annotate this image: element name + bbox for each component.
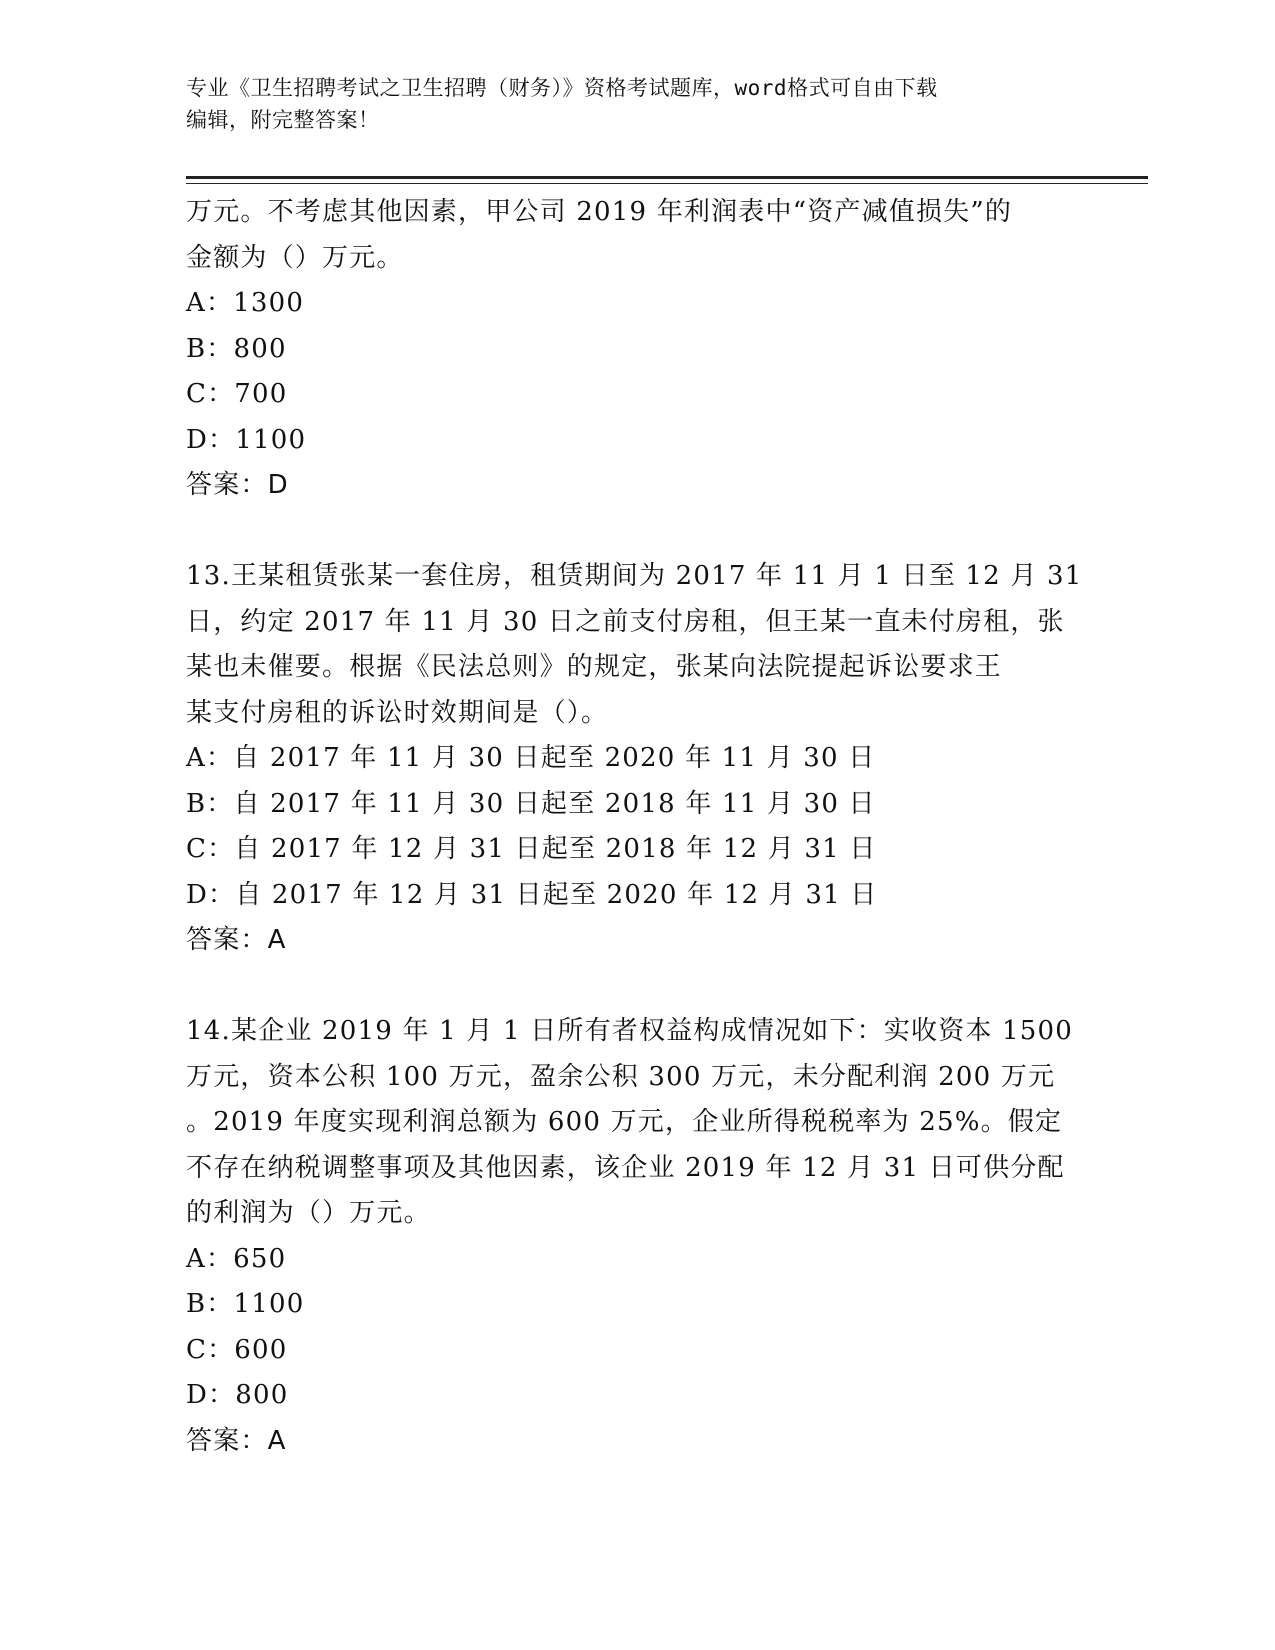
question-stem-line: 某支付房租的诉讼时效期间是（）。: [186, 697, 609, 728]
question-13: [186, 554, 1086, 964]
question-14: [186, 1009, 1086, 1464]
question-content: [186, 190, 1086, 1464]
question-stem-line: 万元，资本公积 100 万元，盈余公积 300 万元，未分配利润 200 万元: [186, 1061, 1056, 1092]
document-header: [186, 72, 1076, 136]
answer-line: 答案：D: [186, 470, 289, 500]
option-c: C：700: [186, 379, 288, 409]
option-b: B：自 2017 年 11 月 30 日起至 2018 年 11 月 30 日: [186, 788, 876, 819]
option-a: A：自 2017 年 11 月 30 日起至 2020 年 11 月 30 日: [186, 743, 876, 773]
header-divider-thick: [186, 176, 1148, 179]
option-b: B：800: [186, 333, 287, 364]
question-stem-line: 不存在纳税调整事项及其他因素，该企业 2019 年 12 月 31 日可供分配: [186, 1152, 1065, 1183]
header-title-line-1: 专业《卫生招聘考试之卫生招聘（财务）》资格考试题库，word格式可自由下载: [186, 76, 938, 100]
spacer: [186, 509, 1086, 555]
spacer: [186, 964, 1086, 1010]
answer-line: 答案：A: [186, 1425, 287, 1456]
answer-line: 答案：A: [186, 925, 287, 955]
question-stem-line: 。2019 年度实现利润总额为 600 万元，企业所得税税率为 25%。假定: [186, 1107, 1063, 1137]
option-a: A：650: [186, 1243, 287, 1274]
option-d: D：1100: [186, 424, 307, 455]
question-12: [186, 190, 1086, 509]
option-a: A：1300: [186, 288, 305, 318]
question-stem-line: 万元。不考虑其他因素，甲公司 2019 年利润表中“资产减值损失”的: [186, 197, 1013, 227]
header-title-line-2: 编辑，附完整答案！: [186, 108, 380, 132]
option-d: D：800: [186, 1380, 289, 1410]
question-stem-line: 14.某企业 2019 年 1 月 1 日所有者权益构成情况如下：实收资本 1500: [186, 1016, 1074, 1046]
question-stem-line: 13.王某租赁张某一套住房，租赁期间为 2017 年 11 月 1 日至 12 月 31: [186, 561, 1083, 591]
question-stem-line: 日，约定 2017 年 11 月 30 日之前支付房租，但王某一直未付房租，张: [186, 606, 1065, 637]
option-b: B：1100: [186, 1289, 305, 1319]
question-stem-line: 某也未催要。根据《民法总则》的规定，张某向法院提起诉讼要求王: [186, 652, 1003, 682]
header-divider-thin: [186, 183, 1148, 184]
question-stem-line: 的利润为（）万元。: [186, 1198, 431, 1228]
option-c: C：自 2017 年 12 月 31 日起至 2018 年 12 月 31 日: [186, 834, 877, 864]
option-d: D：自 2017 年 12 月 31 日起至 2020 年 12 月 31 日: [186, 879, 878, 910]
option-c: C：600: [186, 1334, 288, 1365]
question-stem-line: 金额为（）万元。: [186, 242, 404, 273]
